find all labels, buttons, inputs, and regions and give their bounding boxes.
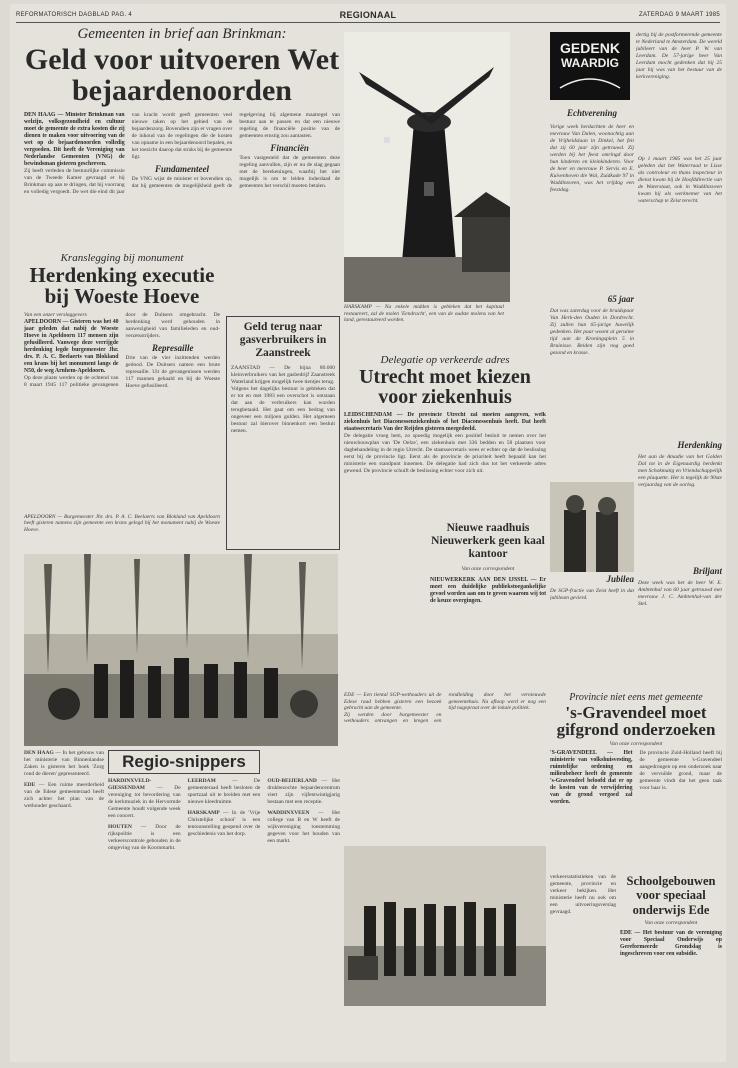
windmill-photo — [344, 32, 510, 302]
article-woeste-hoeve: Kranslegging bij monument Herdenking executie bij Woeste Hoeve Van een onzer verslaggevers APELDOORN — Gisteren was het 40 jaar geleden dat nabij de Woeste Hoeve in Apeldoorn 117 mensen zijn gefusilleerd. Vanwege deze verrijgde herdenking legde burgemeester Jhr. drs. P. A. C. Beelaerts van Blokland een krans bij het monument langs de N50, de weg Arnhem-Apeldoorn. Op deze plaats werden op de ochtend van 8 maart 1945 117 politieke gevangenen door de Duitsers omgebracht. De herdenking werd gehouden in aanwezigheid van familieleden en oud-verzetsstrijders. Represaille Drie van de vier inzittenden werden gedood. De Duitsers namen een brute represaille. Uit de gevangenissen werden 117 mannen gehaald en bij de Woeste Hoeve gefusilleerd. APELDOORN — Burgemeester Jhr. drs. P. A. C. Beelaerts van Blokland van Apeldoorn heeft gisteren namens zijn gemeente een krans gelegd bij het monument nabij de Woeste Hoeve. — [24, 252, 220, 554]
gravendeel-byline: Van onze correspondent — [609, 740, 663, 747]
jubilea-photo — [550, 482, 634, 572]
gedenkwaardig-column: GEDENK WAARDIG dertig bij de postformerende gemeente te Nederland te Amsterdam. De wereld jubileert van de heer P. W. van Leerdam. De 57-jarige heer Van Leerdam mocht gedenken dat hij 25 jaar bij was van het bestuur van de kerkvereniging. Echtverening Vorige week herdachten de heer en mevrouw Van Dalen, woonachtig aan de Vrijheidslaan in Dinkel, het feit dat zij 60 jaar zijn getrouwd. Zij werden bij het feest omringd door hun kinderen en kleinkinderen. Voor de heer en mevrouw P. Servis en E. Kuivenhoven die Wal, Zuidkade 97 in Waddinxveen, was het vrijdag een feestdag. 65 jaar Dat was zaterdag voor de bruidspaar Van Herk-den Ouden in Dordrecht. Zij zullen hun 65-jarige huwelijk gedenken. Het paar woont al geruime tijd aan de Kroningsplein 5 in Bruinisse. Beiden zijn nog goed gezond en krasse. Op 1 maart 1985 was het 25 jaar geleden dat het Waterraad te Lisse als controleur en thans inspecteur in dienst kwam bij de Hoofddirectie van de Waterstaat, ook in Waddinxveen kwam hij als werknemer van het waterschap te Zeist terecht. Herdenking Het aan de Amadie van het Golden Dal tot in de Eigenaardig herdenkt men Schokmatig en Vriendschappelijk een plaquette. Het is tegelijk de 90ste verjaardag van de oorlog. Briljant Deze week was het de heer W. E. Ambtenhal van 60 jaar getrouwd met mevrouw J. C. Ambtenhal-van der Stel. — [550, 32, 722, 607]
regio-snippers: DEN HAAG — In het gebouw van het ministerie van Binnenlandse Zaken is gisteren het boek 'Zorg rond de dieren' gepresenteerd. EDE — Een ruime meerderheid van de Edese gemeenteraad heeft zich achter het plan van de wethouder geschaard. Regio-snippers HARDINXVELD-GIESSENDAM — De vereniging tot bevordering van de kerkmuziek in de Hervormde Gemeente houdt volgende week een concert. HOUTEN — Door de rijkspolitie is een verkeerscontrole gehouden in de omgeving van de Koornmarkt. LEERDAM — De gemeenteraad heeft besloten de sportzaal uit te breiden met een nieuwe kleedruimte. HARSKAMP — In de 'Vrije Christelijke school' is een tentoonstelling geopend over de geschiedenis van het dorp. OUD-BEIJERLAND — Het drukbezochte bejaardencentrum viert zijn vijfentwintigjarig bestaan met een receptie. WADDINXVEEN — Het college van B en W heeft de wijkvereniging toestemming gegeven voor het houden van een markt. — [24, 750, 340, 851]
kransleg-kicker: Kranslegging bij monument — [60, 252, 184, 264]
article-body: Zij heeft verleden de bestuurlijke commissie van de Tweede Kamer gevraagd er bij Brinkman op aan te dringen, dat hij voorrang en volledig vergoedt. De wet die eind dit jaar van kracht wordt geeft gemeenten veel nieuwe taken op het gebied van de bejaardenzorg. Bovendien zijn er vragen over de inhoud van de regelingen die de kosten van opname in een bejaardenoord bepalen, en het toezicht daarop dat straks bij de gemeente ligt. — [24, 112, 233, 196]
kransleg-headline: Herdenking executie bij Woeste Hoeve — [29, 263, 215, 309]
school-headline: Schoolgebouwen voor speciaal onderwijs Ede — [626, 874, 716, 917]
couple-image — [550, 482, 634, 572]
subhead-fundamenteel: Fundamenteel — [154, 164, 209, 175]
raadhuis-headline: Nieuwe raadhuis Nieuwerkerk geen kaal kantoor — [431, 522, 545, 561]
article-utrecht: Delegatie op verkeerde adres Utrecht moet kiezen voor ziekenhuis LEIDSCHENDAM — De provincie Utrecht zal moeten aangeven, welk ziekenhuis het Diaconessenziekenhuis of het Diaconessenhuis heeft. Dat heeft staatssecretaris Van der Reijden gisteren meegedeeld. De delegatie vroeg hem, zo spoedig mogelijk een positief besluit te nemen over het nieuwbouwplan van 'De Oelze', een ziekenhuis met 336 bedden en 58 plaatsen voor dagbehandeling in de regio Utrecht. De staatssecretaris wees er echter op dat de beslissing eerst bij de provincie ligt. Eerst als de provincie de prioriteit heeft bepaald kan het ministerie een standpunt innemen. De delegatie had zich dus tot het verkeerde adres gewend. De provincie schuift de beslissing echter voor zich uit. — [344, 354, 546, 474]
jubilea-title: Jubilea — [606, 574, 634, 584]
article-headline: Geld voor uitvoeren Wet bejaardenoorden — [24, 43, 340, 107]
article-schoolgebouw: Schoolgebouwen voor speciaal onderwijs Ede Van onze correspondent EDE — Het bestuur van de vereniging voor Speciaal Onderwijs op Gereformeerde Grondslag is ingeschreven voor een subsidie. verkeersstatistieken van de gemeente, provincie en verkeer bekijken. Het ministerie heeft nu ook om een uitvoeringsverslag gevraagd. — [550, 874, 722, 1054]
echt-title: Echtverening — [566, 108, 617, 118]
utrecht-headline: Utrecht moet kiezen voor ziekenhuis — [359, 366, 531, 409]
harskamp-caption: HARSKAMP — Na enkele midden is gebleken dat het kapitaal restaureert, zal de molen 'Eendracht', een van de oudste molens van het land, gerestaureerd worden. — [344, 304, 504, 324]
group-image — [344, 846, 546, 1006]
article-gravendeel: Provincie niet eens met gemeente 's-Gravendeel moet gifgrond onderzoeken Van onze correspondent 'S-GRAVENDEEL — Het ministerie van volkshuisvesting, ruimtelijke ordening en milieubeheer heeft de gemeente 's-Gravendeel beloofd dat er op de kosten van de verwijdering van de grond vergoed zal worden. De provincie Zuid-Holland heeft bij de gemeente 's-Gravendeel aangedrongen op een onderzoek naar de vervuilde grond, maar de gemeente vindt dat het geen taak voor haar is. — [550, 692, 722, 805]
gravendeel-headline: 's-Gravendeel moet gifgrond onderzoeken — [556, 703, 716, 740]
article-bejaardenoorden: Gemeenten in brief aan Brinkman: Geld voor uitvoeren Wet bejaardenoorden DEN HAAG — Minister Brinkman van welzijn, volksgezondheid en cultuur moet de gemeente de extra kosten die zij dienen te maken voor uitvoering van de wet op de bejaardenoorden volledig vergoeden. Dit heeft de Vereniging van Nederlandse Gemeenten (VNG) de bewindsman gisteren geschreven. Zij heeft verleden de bestuurlijke commissie van de Tweede Kamer gevraagd er bij Brinkman op aan te dringen, dat hij voorrang en volledig vergoedt. De wet die eind dit jaar van kracht wordt geeft gemeenten veel nieuwe taken op het gebied van de bejaardenzorg. Bovendien zijn er vragen over de inhoud van de regelingen die de kosten van opname in een bejaardenoord bepalen, en het toezicht daarop dat straks bij de gemeente ligt. Fundamenteel De VNG wijst de minister er bovendien op, dat hij gemeenten de mogelijkheid geeft de regelgeving bij algemene maatregel van bestuur aan te passen en dat een nieuwe regeling de financiële positie van de gemeenten ernstig zou aantasten. Financiën Toen vastgesteld dat de gemeenten deze regeling aanvullen, zijn er nu de slag gegaan met de berekeningen, waarbij het niet mogelijk is om te leiden inderdaad de gemeenten het verschil moeten betalen. — [24, 26, 340, 196]
masthead — [16, 10, 720, 23]
article-gasverbruik: Geld terug naar gasverbruikers in Zaanstreek ZAANSTAD — De bijna 80.000 kleinverbruikers van het gasbedrijf Zaanstreek Waterland krijgen mogelijk twee tientjes terug. Volgens het dagelijks bestuur is gebleken dat er tot en met 1983 een overschot is ontstaan dat aan de verbruikers kan worden terugbetaald. Het gaat om een bedrag van ongeveer een miljoen gulden. Het algemeen bestuur zal hierover binnenkort een besluit nemen. — [226, 316, 340, 550]
masthead-section: REGIONAAL — [339, 10, 397, 20]
kransleg-lead: APELDOORN — Gisteren was het 40 jaar geleden dat nabij de Woeste Hoeve in Apeldoorn 117 mensen zijn gefusilleerd. Vanwege deze verrijgde herdenking legde burgemeester Jhr. drs. P. A. C. Beelaerts van Blokland een krans bij het monument langs de N50, de weg Arnhem-Apeldoorn. — [24, 318, 119, 374]
kransleg-caption: APELDOORN — Burgemeester Jhr. drs. P. A. C. Beelaerts van Blokland van Apeldoorn heeft gisteren namens zijn gemeente een krans gelegd bij het monument nabij de Woeste Hoeve. — [24, 513, 220, 533]
school-lead: EDE — Het bestuur van de vereniging voor Speciaal Onderwijs op Gereformeerde Grondslag is ingeschreven voor een subsidie. — [620, 930, 722, 958]
kransleg-byline: Van een onzer verslaggevers — [24, 311, 87, 318]
raadhuis-byline: Van onze correspondent — [461, 565, 515, 572]
masthead-left: REFORMATORISCH DAGBLAD PAG. 4 — [16, 12, 133, 18]
briljant-title: Briljant — [692, 566, 722, 576]
ede-photo — [344, 846, 546, 1006]
herdenking-title: Herdenking — [677, 440, 722, 450]
article-kicker: Gemeenten in brief aan Brinkman: — [77, 26, 287, 42]
gedenkwaardig-logo: GEDENK WAARDIG — [550, 32, 630, 100]
snippers-title: Regio-snippers — [122, 752, 246, 771]
ede-caption: EDE — Een tiental SGP-wethouders uit de Edese raad hebben gisteren een bezoek gebracht aan de gemeente. — [344, 692, 442, 712]
jaar-title: 65 jaar — [607, 294, 634, 304]
windmill-image — [344, 32, 510, 302]
subhead-financien: Financiën — [270, 143, 309, 154]
ede-sgp-item: EDE — Een tiental SGP-wethouders uit de Edese raad hebben gisteren een bezoek gebracht aan de gemeente. Zij werden door burgemeester en wethouders ontvangen en kregen een rondleiding door het vernieuwde gemeentehuis. Na afloop werd er nog een tijd nagepraat over de lokale politiek. — [344, 692, 546, 1010]
gravendeel-lead: 'S-GRAVENDEEL — Het ministerie van volkshuisvesting, ruimtelijke ordening en milieubeheer heeft de gemeente 's-Gravendeel beloofd dat er op de kosten van de verwijdering van de grond vergoed zal worden. — [550, 749, 633, 805]
gas-lead: ZAANSTAD — De bijna 80.000 kleinverbruikers van het gasbedrijf Zaanstreek Waterland krijgen mogelijk twee tientjes terug. — [231, 364, 335, 385]
jubilea-caption: De SGP-fractie van Zeist heeft in dat jubileum gevierd. — [550, 588, 634, 601]
subhead-represaille: Represaille — [152, 342, 194, 353]
utrecht-kicker: Delegatie op verkeerde adres — [380, 354, 510, 366]
gas-headline: Geld terug naar gasverbruikers in Zaanstreek — [239, 321, 327, 360]
utrecht-lead: LEIDSCHENDAM — De provincie Utrecht zal moeten aangeven, welk ziekenhuis het Diaconessenziekenhuis of het Diaconessenhuis heeft. Dat heeft staatssecretaris Van der Reijden gisteren meegedeeld. — [344, 411, 546, 432]
woeste-hoeve-photo — [24, 554, 338, 746]
newspaper-page — [10, 4, 726, 1062]
school-byline: Van onze correspondent — [644, 920, 698, 927]
article-lead: DEN HAAG — Minister Brinkman van welzijn, volksgezondheid en cultuur moet de gemeente de extra kosten die zij dienen te maken voor uitvoering van de wet op de bejaardenoorden volledig vergoeden. Dit heeft de Vereniging van Nederlandse Gemeenten (VNG) de bewindsman gisteren geschreven. — [24, 112, 125, 168]
gravendeel-kicker: Provincie niet eens met gemeente — [569, 692, 703, 703]
masthead-date: ZATERDAG 9 MAART 1985 — [639, 12, 720, 18]
article-raadhuis — [430, 404, 546, 690]
raadhuis-lead: NIEUWERKERK AAN DEN IJSSEL — Er moet een duidelijke publiekstoegankelijke gevoel worden aan om te geven waarom wij tot de keuze overgingen. — [430, 576, 546, 604]
laurel-icon — [550, 70, 630, 92]
ceremony-image — [24, 554, 338, 746]
